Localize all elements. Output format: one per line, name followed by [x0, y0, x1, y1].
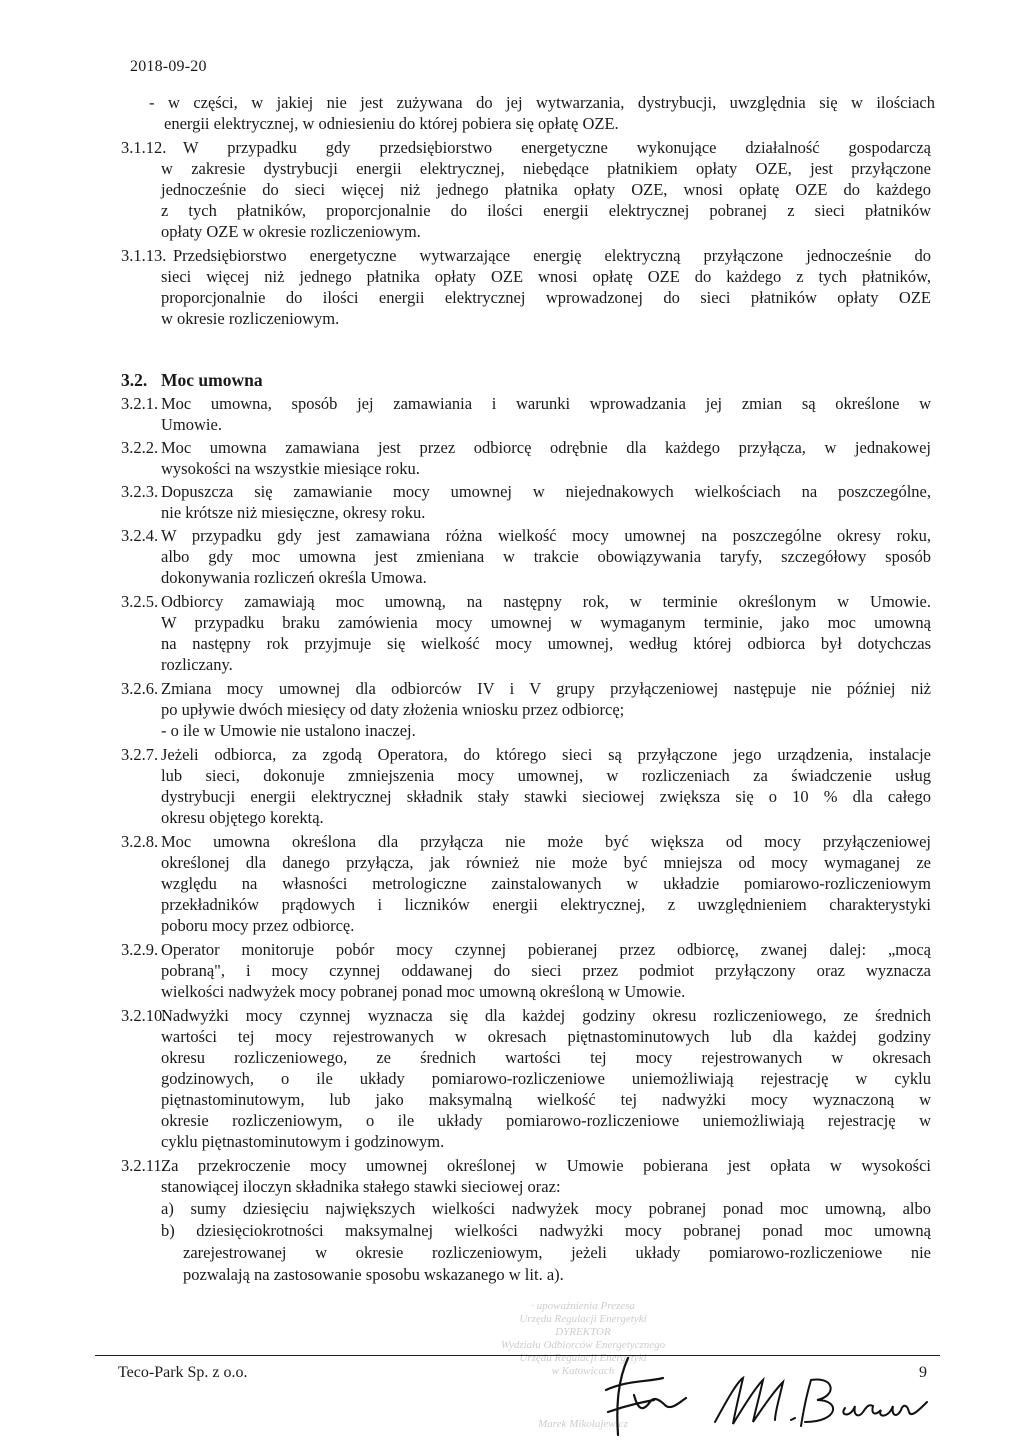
paragraph-number: 3.2.	[121, 370, 148, 390]
paragraph-number: 3.2.6.	[121, 679, 159, 698]
paragraph-line: nie krótsze niż miesięczne, okresy roku.	[161, 503, 426, 522]
paragraph-number: 3.2.2.	[121, 438, 159, 457]
document-date: 2018-09-20	[130, 58, 207, 75]
paragraph-line: stanowiącej iloczyn składnika stałego stawki sieciowej oraz:	[161, 1177, 561, 1196]
paragraph-line: Operator monitoruje pobór mocy czynnej pobieranej przez odbiorcę, zwanej dalej: „mocą	[161, 940, 931, 959]
paragraph-number: 3.1.13.	[121, 246, 167, 265]
paragraph-number: 3.2.1.	[121, 394, 159, 413]
section-heading: Moc umowna	[161, 370, 263, 390]
paragraph-line: dokonywania rozliczeń określa Umowa.	[161, 568, 427, 587]
paragraph-line: zarejestrowanej w okresie rozliczeniowym, jeżeli układy pomiarowo-rozliczeniowe nie	[183, 1243, 931, 1262]
paragraph-line: Za przekroczenie mocy umownej określonej w Umowie pobierana jest opłata w wysokości	[161, 1156, 931, 1175]
footer-company: Teco-Park Sp. z o.o.	[118, 1364, 248, 1381]
paragraph-number: 3.2.7.	[121, 745, 159, 764]
paragraph-line: godzinowych, o ile układy pomiarowo-rozliczeniowe uniemożliwiają rejestrację w cyklu	[161, 1069, 931, 1088]
paragraph-number: 3.2.10.	[121, 1006, 167, 1025]
paragraph-line: pobraną", i mocy czynnej oddawanej do sieci przez podmiot przyłączony oraz wyznacza	[161, 961, 931, 980]
paragraph-line: cyklu piętnastominutowym i godzinowym.	[161, 1132, 445, 1151]
paragraph-line: z tych płatników, proporcjonalnie do ilości energii elektrycznej pobranej z sieci płatników	[161, 201, 931, 220]
paragraph-line: W przypadku gdy jest zamawiana różna wielkość mocy umownej na poszczególne okresy roku,	[161, 526, 931, 545]
paragraph-line: Nadwyżki mocy czynnej wyznacza się dla każdej godziny okresu rozliczeniowego, ze średnich	[161, 1006, 931, 1025]
paragraph-line: W przypadku gdy przedsiębiorstwo energetyczne wykonujące działalność gospodarczą	[183, 138, 931, 157]
footer-divider	[95, 1355, 940, 1356]
paragraph-line: wartości tej mocy rejestrowanych w okresach piętnastominutowych lub dla każdej godziny	[161, 1027, 931, 1046]
paragraph-line: proporcjonalnie do ilości energii elektrycznej wprowadzonej do sieci płatników opłaty OZE	[161, 288, 931, 307]
paragraph-number: 3.1.12.	[121, 138, 167, 157]
paragraph-number: 3.2.4.	[121, 526, 159, 545]
paragraph-line: rozliczany.	[161, 655, 233, 674]
paragraph-number: 3.2.3.	[121, 482, 159, 501]
paragraph-line: określonej dla danego przyłącza, jak również nie może być mniejsza od mocy wymaganej ze	[161, 853, 931, 872]
paragraph-line: poboru mocy przez odbiorcę.	[161, 916, 355, 935]
paragraph-line: lub sieci, dokonuje zmniejszenia mocy umownej, w rozliczeniach za świadczenie usług	[161, 766, 931, 785]
paragraph-line: Przedsiębiorstwo energetyczne wytwarzające energię elektryczną przyłączone jednocześnie do	[173, 246, 931, 265]
paragraph-line: Dopuszcza się zamawianie mocy umownej w niejednakowych wielkościach na poszczególne,	[161, 482, 931, 501]
signature-left	[588, 1350, 698, 1440]
paragraph-line: Moc umowna, sposób jej zamawiania i warunki wprowadzania jej zmian są określone w	[161, 394, 931, 413]
paragraph-line: Umowie.	[161, 415, 222, 434]
paragraph-line: Moc umowna zamawiana jest przez odbiorcę odrębnie dla każdego przyłącza, w jednakowej	[161, 438, 931, 457]
paragraph-line: na następny rok przyjmuje się wielkość mocy umownej, według której odbiorca był dotychczas	[161, 634, 931, 653]
paragraph-line: pozwalają na zastosowanie sposobu wskazanego w lit. a).	[183, 1265, 564, 1284]
paragraph-line: względu na własności metrologiczne zainstalowanych w układzie pomiarowo-rozliczeniowym	[161, 874, 931, 893]
paragraph-line: energii elektrycznej, w odniesieniu do której pobiera się opłatę OZE.	[164, 114, 619, 133]
paragraph-number: 3.2.9.	[121, 940, 159, 959]
paragraph-line: albo gdy moc umowna jest zmieniana w trakcie obowiązywania taryfy, szczegółowy sposób	[161, 547, 931, 566]
paragraph-line: W przypadku braku zamówienia mocy umownej w wymaganym terminie, jako moc umowną	[161, 613, 931, 632]
signature-right	[705, 1360, 945, 1435]
paragraph-line: dystrybucji energii elektrycznej składnik stały stawki sieciowej zwiększa się o 10 % dla całego	[161, 787, 931, 806]
paragraph-line: w zakresie dystrybucji energii elektrycznej, niebędące płatnikiem opłaty OZE, jest przyłączone	[161, 159, 931, 178]
paragraph-line: okresie rozliczeniowym, o ile układy pomiarowo-rozliczeniowe uniemożliwiają rejestrację w	[161, 1111, 931, 1130]
paragraph-line: okresu objętego korektą.	[161, 808, 324, 827]
paragraph-line: w okresie rozliczeniowym.	[161, 309, 340, 328]
paragraph-line: b) dziesięciokrotności maksymalnej wielkości nadwyżki mocy pobranej ponad moc umowną	[161, 1221, 931, 1240]
approval-stamp: · upoważnienia Prezesa Urzędu Regulacji Energetyki DYREKTOR Wydziału Odbiorców Energetycznego Urzędu Regulacji Energetyki w Katowicach Marek Mikołajewicz	[500, 1300, 666, 1430]
paragraph-number: 3.2.8.	[121, 832, 159, 851]
paragraph-line: Odbiorcy zamawiają moc umowną, na następny rok, w terminie określonym w Umowie.	[161, 592, 931, 611]
paragraph-number: 3.2.11.	[121, 1156, 166, 1175]
paragraph-line: jednocześnie do sieci więcej niż jednego płatnika opłaty OZE, wnosi opłatę OZE do każdego	[161, 180, 931, 199]
paragraph-line: wielkości nadwyżek mocy pobranej ponad moc umowną określoną w Umowie.	[161, 982, 686, 1001]
paragraph-line: sieci więcej niż jednego płatnika opłaty OZE wnosi opłatę OZE do każdego z tych płatników,	[161, 267, 931, 286]
paragraph-line: - w części, w jakiej nie jest zużywana do jej wytwarzania, dystrybucji, uwzględnia się w ilościach	[149, 93, 935, 112]
paragraph-line: a) sumy dziesięciu największych wielkości nadwyżek mocy pobranej ponad moc umowną, albo	[161, 1199, 931, 1218]
paragraph-line: piętnastominutowym, lub jako maksymalną wielkość tej nadwyżki mocy wyznaczoną w	[161, 1090, 931, 1109]
paragraph-line: opłaty OZE w okresie rozliczeniowym.	[161, 222, 421, 241]
paragraph-line: - o ile w Umowie nie ustalono inaczej.	[161, 721, 416, 740]
paragraph-line: okresu rozliczeniowego, ze średnich wartości tej mocy rejestrowanych w okresach	[161, 1048, 931, 1067]
page-number: 9	[919, 1364, 927, 1381]
paragraph-number: 3.2.5.	[121, 592, 159, 611]
paragraph-line: Moc umowna określona dla przyłącza nie może być większa od mocy przyłączeniowej	[161, 832, 931, 851]
paragraph-line: Zmiana mocy umownej dla odbiorców IV i V grupy przyłączeniowej następuje nie później niż	[161, 679, 931, 698]
paragraph-line: Jeżeli odbiorca, za zgodą Operatora, do którego sieci są przyłączone jego urządzenia, instalacje	[161, 745, 931, 764]
paragraph-line: po upływie dwóch miesięcy od daty złożenia wniosku przez odbiorcę;	[161, 700, 625, 719]
paragraph-line: przekładników prądowych i liczników energii elektrycznej, z uwzględnieniem charakterystyki	[161, 895, 931, 914]
paragraph-line: wysokości na wszystkie miesiące roku.	[161, 459, 420, 478]
